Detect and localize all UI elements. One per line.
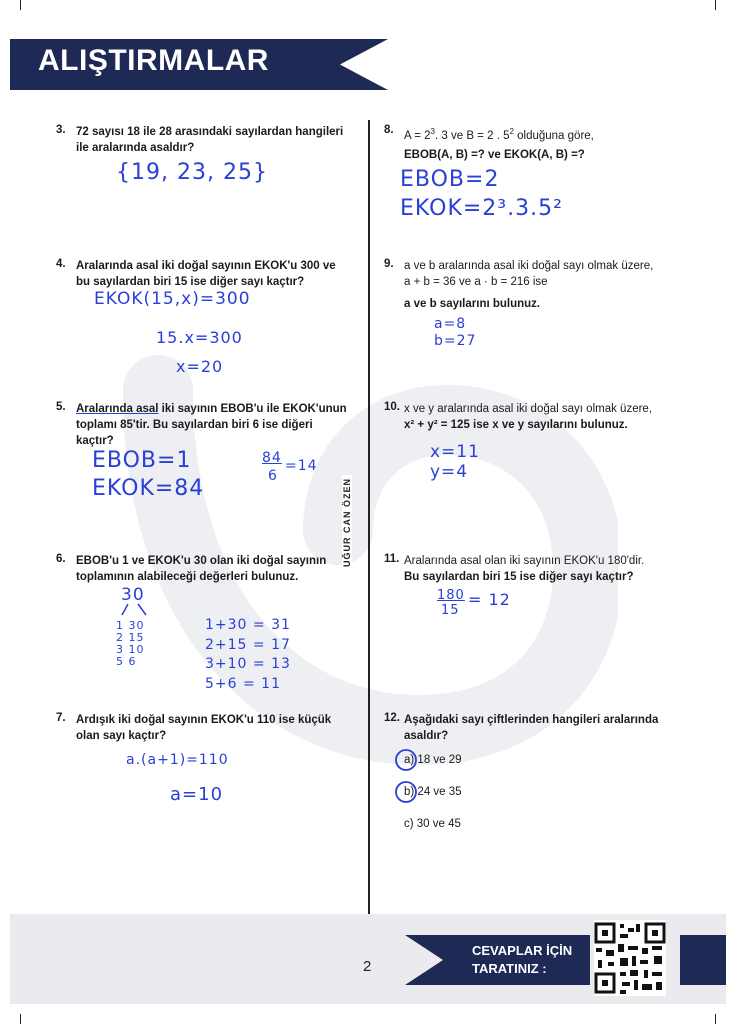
question-text: x ve y aralarında asal iki doğal sayı olmak üzere,: [404, 403, 653, 415]
question-number: 12.: [384, 712, 400, 724]
handwritten-answer: =14: [285, 458, 318, 474]
circle-mark-a: [394, 748, 420, 772]
question-number: 9.: [384, 258, 394, 270]
question-text: Bu sayılardan biri 15 ise diğer sayı kaçtır?: [404, 571, 634, 583]
exponent: 3: [430, 127, 435, 136]
handwritten-sum: 1+30 = 31: [205, 617, 291, 633]
question-text: a ve b aralarında asal iki doğal sayı olmak üzere,: [404, 260, 654, 272]
qr-code-icon: [594, 920, 666, 996]
handwritten-answer: = 12: [468, 590, 511, 609]
crop-mark: [20, 0, 21, 10]
option-a: a) 18 ve 29: [404, 754, 462, 766]
page-number: 2: [363, 958, 372, 975]
handwritten-work: 2 15: [116, 631, 145, 644]
question-text: A = 2: [404, 129, 431, 142]
question-text: EBOB'u 1 ve EKOK'u 30 olan iki doğal sayının: [76, 555, 327, 567]
handwritten-answer: EBOB=2: [400, 167, 500, 192]
question-number: 8.: [384, 124, 394, 136]
question-text: olduğuna göre,: [513, 129, 594, 142]
handwritten-answer: EKOK=2³.3.5²: [400, 196, 563, 221]
handwritten-fraction-bottom: 6: [268, 468, 278, 484]
question-text: kaçtır?: [76, 435, 114, 447]
footer-accent-block: [680, 935, 726, 985]
scan-answers-label: CEVAPLAR İÇİN TARATINIZ :: [472, 943, 573, 976]
handwritten-work: 30: [121, 585, 145, 605]
question-text: toplamının alabileceği değerleri bulunuz.: [76, 571, 299, 583]
handwritten-work: 3 10: [116, 643, 145, 656]
handwritten-work: a.(a+1)=110: [126, 752, 229, 768]
handwritten-answer: y=4: [430, 462, 469, 482]
question-text: iki sayının EBOB'u ile EKOK'unun: [158, 403, 347, 415]
question-text: bu sayılardan biri 15 ise diğer sayı kaçtır?: [76, 276, 305, 288]
option-b: b) 24 ve 35: [404, 786, 462, 798]
author-label: UĞUR CAN ÖZEN: [342, 475, 352, 570]
crop-mark: [715, 0, 716, 10]
handwritten-answer: a=10: [170, 784, 224, 805]
question-text: . 3 ve B = 2 . 5: [435, 129, 510, 142]
question-number: 5.: [56, 401, 66, 413]
question-number: 3.: [56, 124, 66, 136]
question-number: 7.: [56, 712, 66, 724]
handwritten-answer: x=11: [430, 442, 480, 462]
question-text: x² + y² = 125 ise x ve y sayılarını bulunuz.: [404, 419, 628, 431]
question-text: Aralarında asal iki doğal sayının EKOK'u 300 ve: [76, 260, 336, 272]
option-c: c) 30 ve 45: [404, 818, 461, 830]
handwritten-work: 5 6: [116, 655, 137, 668]
factor-tree-branches: [118, 603, 150, 617]
handwritten-fraction-bottom: 15: [441, 603, 460, 618]
circle-mark-b: [394, 780, 420, 804]
handwritten-work: EKOK(15,x)=300: [94, 289, 251, 309]
handwritten-sum: 3+10 = 13: [205, 656, 291, 672]
handwritten-work: 15.x=300: [156, 328, 243, 347]
underlined-phrase: Aralarında asal: [76, 403, 159, 415]
crop-mark: [20, 1014, 21, 1024]
question-text: Aşağıdaki sayı çiftlerinden hangileri aralarında: [404, 714, 659, 726]
handwritten-work: EKOK=84: [92, 476, 205, 501]
question-text: asaldır?: [404, 730, 449, 742]
question-text: Aralarında asal olan iki sayının EKOK'u 180'dir.: [404, 555, 645, 567]
handwritten-sum: 2+15 = 17: [205, 637, 291, 653]
question-text: Ardışık iki doğal sayının EKOK'u 110 ise küçük: [76, 714, 332, 726]
question-text: ile aralarında asaldır?: [76, 142, 195, 154]
question-number: 6.: [56, 553, 66, 565]
exponent: 2: [509, 127, 514, 136]
page-title: ALIŞTIRMALAR: [38, 44, 269, 77]
question-number: 4.: [56, 258, 66, 270]
handwritten-answer: a=8: [434, 316, 467, 332]
question-number: 11.: [384, 553, 400, 565]
crop-mark: [715, 1014, 716, 1024]
handwritten-fraction-top: 84: [262, 450, 282, 466]
handwritten-work: 1 30: [116, 619, 145, 632]
qr-code[interactable]: [594, 920, 666, 996]
question-text: EBOB(A, B) =? ve EKOK(A, B) =?: [404, 148, 585, 161]
handwritten-answer: x=20: [176, 357, 224, 376]
handwritten-answer: {19, 23, 25}: [116, 160, 268, 185]
handwritten-sum: 5+6 = 11: [205, 676, 281, 692]
question-number: 10.: [384, 401, 400, 413]
handwritten-fraction-top: 180: [437, 588, 465, 603]
handwritten-answer: b=27: [434, 333, 477, 349]
question-text: a ve b sayılarını bulunuz.: [404, 298, 541, 310]
question-text: 72 sayısı 18 ile 28 arasındaki sayılardan hangileri: [76, 126, 344, 138]
question-text: a + b = 36 ve a · b = 216 ise: [404, 276, 548, 288]
question-text: olan sayı kaçtır?: [76, 730, 167, 742]
column-divider: [368, 120, 370, 950]
handwritten-work: EBOB=1: [92, 448, 192, 473]
question-text: toplamı 85'tir. Bu sayılardan biri 6 ise diğeri: [76, 419, 313, 431]
